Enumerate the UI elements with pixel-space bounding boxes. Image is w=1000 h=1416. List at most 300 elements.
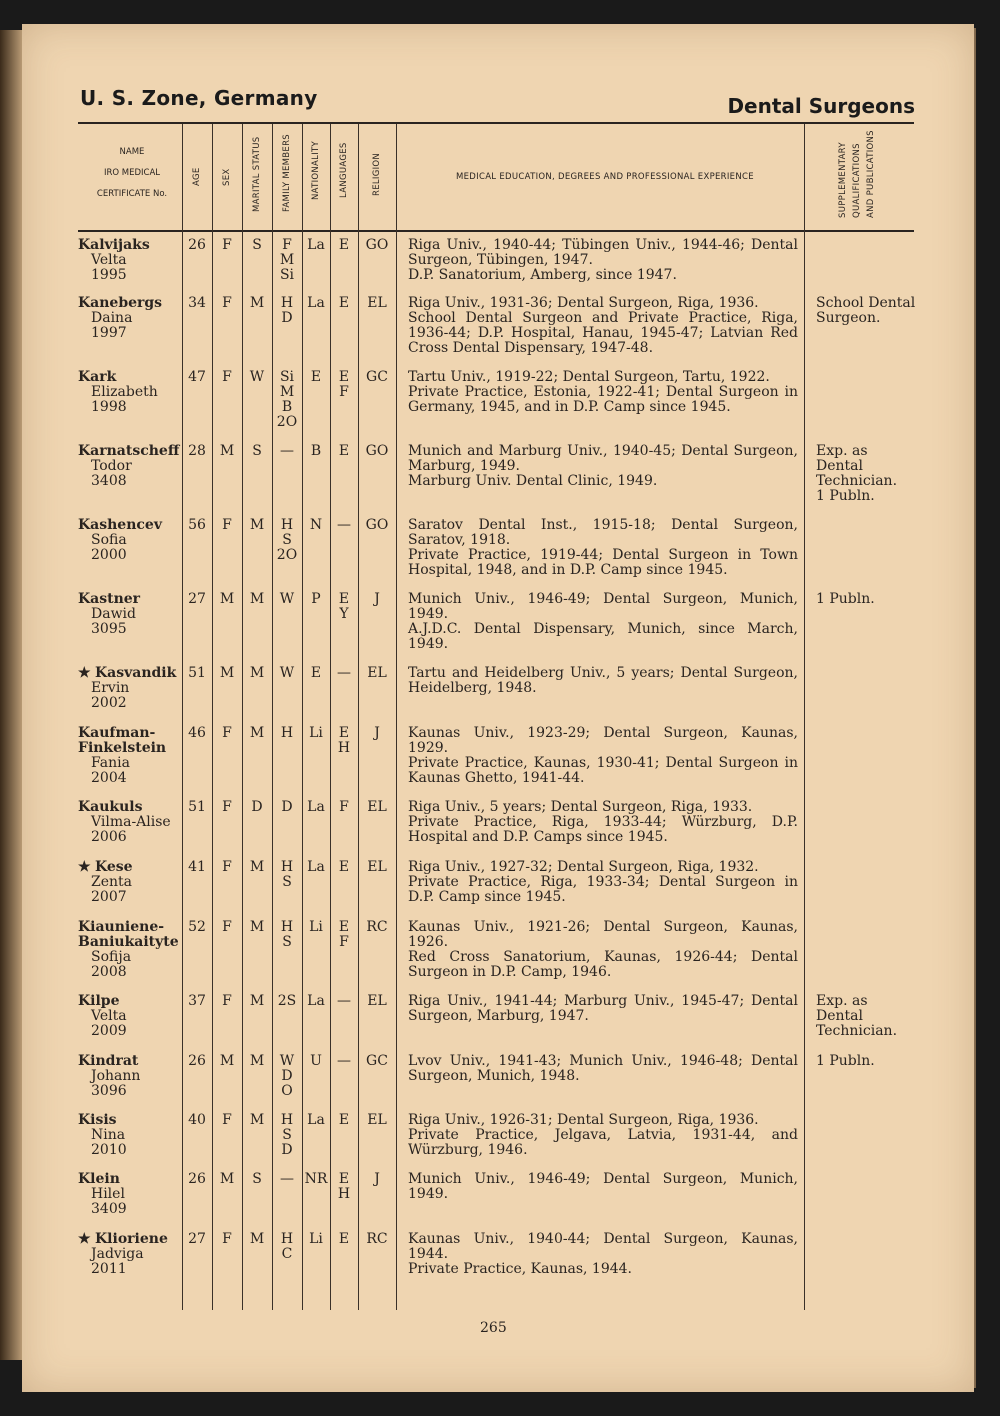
surname: Kisis (78, 1112, 117, 1128)
language: H (337, 1186, 351, 1202)
language: E (338, 237, 350, 253)
languages-cell (330, 1172, 358, 1202)
languages-cell (330, 518, 358, 533)
language: E (338, 725, 350, 741)
column-header-marital: MARITAL STATUS (252, 136, 262, 212)
language: E (338, 1112, 350, 1128)
surname-line (78, 994, 182, 1009)
marital-cell: S (252, 237, 262, 253)
marital-cell: M (249, 295, 265, 311)
certificate-number: 2004 (91, 770, 127, 786)
surname: Kaukuls (78, 799, 143, 815)
age-cell: 26 (188, 1053, 206, 1069)
given-name: Todor (91, 458, 132, 474)
nationality-cell: NR (304, 1171, 328, 1187)
nationality-cell: La (307, 237, 325, 253)
name-cell (78, 1232, 182, 1277)
religion-cell: RC (366, 1231, 388, 1247)
education-paragraph: Riga Univ., 1940-44; Tübingen Univ., 1944-46; Dental Surgeon, Tübingen, 1947. (408, 237, 798, 268)
certificate-number: 1995 (91, 267, 127, 283)
education-paragraph: Red Cross Sanatorium, Kaunas, 1926-44; Dental Surgeon in D.P. Camp, 1946. (408, 949, 798, 980)
family-member: F (282, 237, 292, 253)
language: E (338, 1231, 350, 1247)
family-member: H (280, 295, 294, 311)
surname: Finkelstein (78, 740, 167, 756)
nationality-cell: La (307, 859, 325, 875)
given-name: Sofia (91, 532, 127, 548)
education-cell (408, 370, 798, 415)
age-cell: 37 (188, 993, 206, 1009)
column-header-name (82, 142, 182, 205)
supplementary-line: 1 Publn. (816, 591, 875, 607)
certificate-number: 2010 (91, 1142, 127, 1158)
sex-cell: M (219, 443, 235, 459)
star-icon: ★ (78, 665, 91, 681)
column-header-languages: LANGUAGES (339, 142, 349, 198)
family-member: M (279, 384, 295, 400)
languages-cell (330, 860, 358, 875)
nationality-cell: E (310, 369, 322, 385)
education-paragraph: Munich and Marburg Univ., 1940-45; Dental Surgeon, Marburg, 1949. (408, 443, 798, 474)
languages-cell (330, 800, 358, 815)
age-cell: 51 (188, 665, 206, 681)
family-member: D (281, 310, 293, 326)
surname: Kark (78, 369, 117, 385)
education-paragraph: Private Practice, Estonia, 1922-41; Dental Surgeon in Germany, 1945, and in D.P. Camp since 1945. (408, 384, 798, 415)
languages-cell (330, 1113, 358, 1128)
family-member: D (281, 1142, 293, 1158)
supplementary-line: Exp. as (816, 993, 868, 1009)
surname-line (78, 666, 182, 681)
family-cell (272, 444, 302, 459)
education-paragraph: Kaunas Univ., 1921-26; Dental Surgeon, Kaunas, 1926. (408, 919, 798, 950)
sex-cell: F (222, 799, 232, 815)
certificate-number: 2006 (91, 829, 127, 845)
family-member: W (279, 665, 295, 681)
surname: Klein (78, 1171, 120, 1187)
education-paragraph: Riga Univ., 1941-44; Marburg Univ., 1945-47; Dental Surgeon, Marburg, 1947. (408, 993, 798, 1024)
nationality-cell: U (310, 1053, 322, 1069)
supplementary-line: 1 Publn. (816, 1053, 875, 1069)
languages-cell (330, 726, 358, 756)
education-paragraph: Tartu Univ., 1919-22; Dental Surgeon, Tartu, 1922. (408, 369, 770, 385)
column-header-nationality: NATIONALITY (311, 140, 321, 200)
family-member: W (279, 591, 295, 607)
column-header-supplementary-2: QUALIFICATIONS (852, 143, 862, 218)
marital-cell: S (252, 1171, 262, 1187)
name-cell (78, 920, 182, 980)
languages-cell (330, 444, 358, 459)
education-paragraph: Marburg Univ. Dental Clinic, 1949. (408, 473, 658, 489)
education-cell (408, 296, 798, 356)
language: F (339, 934, 349, 950)
marital-cell: M (249, 725, 265, 741)
language: — (337, 1053, 351, 1069)
age-cell: 26 (188, 237, 206, 253)
column-divider (804, 124, 805, 1310)
education-paragraph: Kaunas Univ., 1940-44; Dental Surgeon, Kaunas, 1944. (408, 1231, 798, 1262)
nationality-cell: La (307, 993, 325, 1009)
name-cell (78, 370, 182, 415)
family-member: 2O (276, 414, 298, 430)
education-cell (408, 994, 798, 1024)
name-cell (78, 518, 182, 563)
language: E (338, 591, 350, 607)
religion-cell: EL (367, 665, 387, 681)
name-cell (78, 296, 182, 341)
family-cell (272, 1172, 302, 1187)
certificate-number: 2000 (91, 547, 127, 563)
education-cell (408, 592, 798, 652)
education-paragraph: Private Practice, Riga, 1933-34; Dental Surgeon in D.P. Camp since 1945. (408, 874, 798, 905)
education-cell (408, 1232, 798, 1277)
family-member: O (281, 1083, 293, 1099)
surname: Kese (95, 859, 133, 875)
name-cell (78, 1054, 182, 1099)
running-header-zone: U. S. Zone, Germany (80, 86, 318, 110)
given-name: Elizabeth (91, 384, 158, 400)
surname: Klioriene (95, 1231, 168, 1247)
nationality-cell: N (309, 517, 323, 533)
supplementary-line: Technician. (816, 1023, 898, 1039)
age-cell: 52 (188, 919, 206, 935)
supplementary-cell (816, 296, 916, 326)
name-cell (78, 800, 182, 845)
age-cell: 28 (188, 443, 206, 459)
education-paragraph: Private Practice, 1919-44; Dental Surgeon in Town Hospital, 1948, and in D.P. Camp since 1945. (408, 547, 798, 578)
page-number: 265 (480, 1320, 507, 1336)
header-rule-top (78, 122, 914, 124)
surname-line (78, 592, 182, 607)
supplementary-line: Exp. as (816, 443, 868, 459)
given-name: Ervin (91, 680, 130, 696)
education-paragraph: Private Practice, Riga, 1933-44; Würzburg, D.P. Hospital and D.P. Camps since 1945. (408, 814, 798, 845)
age-cell: 27 (188, 1231, 206, 1247)
certificate-number: 1997 (91, 325, 127, 341)
family-member: S (282, 874, 292, 890)
column-header-family: FAMILY MEMBERS (282, 133, 292, 212)
name-cell (78, 860, 182, 905)
education-paragraph: Private Practice, Kaunas, 1930-41; Dental Surgeon in Kaunas Ghetto, 1941-44. (408, 755, 798, 786)
sex-cell: M (219, 1053, 235, 1069)
age-cell: 41 (188, 859, 206, 875)
surname: Kindrat (78, 1053, 139, 1069)
supplementary-cell (816, 1054, 916, 1069)
marital-cell: M (249, 1053, 265, 1069)
religion-cell: EL (367, 295, 387, 311)
education-paragraph: Kaunas Univ., 1923-29; Dental Surgeon, Kaunas, 1929. (408, 725, 798, 756)
family-member: Si (279, 369, 295, 385)
education-cell (408, 666, 798, 696)
surname-line (78, 741, 182, 756)
family-member: C (281, 1246, 293, 1262)
star-icon: ★ (78, 859, 91, 875)
languages-cell (330, 1232, 358, 1247)
surname: Kasvandik (95, 665, 177, 681)
supplementary-line: Dental (816, 458, 863, 474)
book-gutter (0, 30, 22, 1360)
sex-cell: M (219, 1171, 235, 1187)
column-header-supplementary-1: SUPPLEMENTARY (838, 142, 848, 218)
religion-cell: GC (366, 369, 388, 385)
given-name: Jadviga (91, 1246, 144, 1262)
nationality-cell: B (310, 443, 322, 459)
language: E (338, 443, 350, 459)
age-cell: 27 (188, 591, 206, 607)
religion-cell: GO (365, 237, 389, 253)
marital-cell: M (249, 665, 265, 681)
sex-cell: M (219, 665, 235, 681)
religion-cell: J (374, 725, 380, 741)
family-cell (272, 370, 302, 430)
education-paragraph: School Dental Surgeon and Private Practice, Riga, 1936-44; D.P. Hospital, Hanau, 1945-47; Latvian Red Cross Dental Dispensary, 1947-48. (408, 310, 798, 356)
education-cell (408, 860, 798, 905)
education-paragraph: D.P. Sanatorium, Amberg, since 1947. (408, 267, 677, 283)
language: E (338, 859, 350, 875)
age-cell: 40 (188, 1112, 206, 1128)
family-cell (272, 726, 302, 741)
religion-cell: GO (365, 517, 389, 533)
given-name: Daina (91, 310, 133, 326)
marital-cell: S (252, 443, 262, 459)
surname-line (78, 800, 182, 815)
education-paragraph: Tartu and Heidelberg Univ., 5 years; Dental Surgeon, Heidelberg, 1948. (408, 665, 798, 696)
nationality-cell: La (307, 799, 325, 815)
education-cell (408, 726, 798, 786)
surname-line (78, 1172, 182, 1187)
languages-cell (330, 370, 358, 400)
education-paragraph: Private Practice, Kaunas, 1944. (408, 1261, 632, 1277)
surname-line (78, 444, 182, 459)
surname-line (78, 1054, 182, 1069)
age-cell: 34 (188, 295, 206, 311)
language: E (338, 295, 350, 311)
nationality-cell: La (307, 295, 325, 311)
language: E (338, 919, 350, 935)
family-member: 2S (277, 993, 297, 1009)
marital-cell: M (249, 1112, 265, 1128)
surname-line (78, 296, 182, 311)
running-header-section: Dental Surgeons (727, 94, 915, 118)
language: Y (339, 606, 349, 622)
language: E (338, 1171, 350, 1187)
family-member: S (282, 532, 292, 548)
given-name: Sofija (91, 949, 132, 965)
column-divider (396, 124, 397, 1310)
religion-cell: GC (366, 1053, 388, 1069)
column-header-age: AGE (192, 167, 202, 186)
family-member: H (280, 919, 294, 935)
sex-cell: F (222, 1112, 232, 1128)
languages-cell (330, 666, 358, 681)
languages-cell (330, 592, 358, 622)
family-cell (272, 1113, 302, 1158)
marital-cell: M (249, 993, 265, 1009)
supplementary-line: 1 Publn. (816, 488, 875, 504)
sex-cell: F (222, 237, 232, 253)
education-cell (408, 1054, 798, 1084)
education-paragraph: Saratov Dental Inst., 1915-18; Dental Surgeon, Saratov, 1918. (408, 517, 798, 548)
sex-cell: F (222, 919, 232, 935)
surname: Kilpe (78, 993, 120, 1009)
education-paragraph: Private Practice, Jelgava, Latvia, 1931-44, and Würzburg, 1946. (408, 1127, 798, 1158)
family-member: W (279, 1053, 295, 1069)
given-name: Zenta (91, 874, 133, 890)
surname-line (78, 726, 182, 741)
education-cell (408, 920, 798, 980)
marital-cell: M (249, 1231, 265, 1247)
supplementary-line: School Dental (816, 295, 916, 311)
religion-cell: RC (366, 919, 388, 935)
education-paragraph: A.J.D.C. Dental Dispensary, Munich, since March, 1949. (408, 621, 798, 652)
surname-line (78, 370, 182, 385)
star-icon: ★ (78, 1231, 91, 1247)
education-paragraph: Riga Univ., 1926-31; Dental Surgeon, Riga, 1936. (408, 1112, 759, 1128)
certificate-number: 2007 (91, 889, 127, 905)
education-cell (408, 1113, 798, 1158)
surname-line (78, 860, 182, 875)
given-name: Hilel (91, 1186, 125, 1202)
family-cell (272, 994, 302, 1009)
name-cell (78, 666, 182, 711)
sex-cell: F (222, 1231, 232, 1247)
supplementary-line: Technician. (816, 473, 898, 489)
family-member: H (280, 725, 294, 741)
education-paragraph: Munich Univ., 1946-49; Dental Surgeon, Munich, 1949. (408, 1171, 798, 1202)
family-member: D (281, 1068, 293, 1084)
family-cell (272, 800, 302, 815)
language: — (337, 665, 351, 681)
family-cell (272, 1232, 302, 1262)
family-cell (272, 1054, 302, 1099)
family-member: S (282, 934, 292, 950)
family-cell (272, 296, 302, 326)
name-cell (78, 1172, 182, 1217)
supplementary-line: Surgeon. (816, 310, 881, 326)
certificate-number: 3409 (91, 1201, 127, 1217)
column-header-education: MEDICAL EDUCATION, DEGREES AND PROFESSIONAL EXPERIENCE (456, 172, 754, 182)
marital-cell: M (249, 591, 265, 607)
family-member: H (280, 1231, 294, 1247)
nationality-cell: Li (309, 1231, 323, 1247)
family-member: D (281, 799, 293, 815)
education-paragraph: Riga Univ., 1927-32; Dental Surgeon, Riga, 1932. (408, 859, 759, 875)
marital-cell: M (249, 517, 265, 533)
surname-line (78, 935, 182, 950)
family-member: — (280, 1171, 294, 1187)
surname-line (78, 1232, 182, 1247)
name-cell (78, 994, 182, 1039)
surname-line (78, 518, 182, 533)
education-cell (408, 1172, 798, 1202)
given-name: Velta (91, 1008, 127, 1024)
certificate-number: 2011 (91, 1261, 127, 1277)
education-paragraph: Riga Univ., 5 years; Dental Surgeon, Riga, 1933. (408, 799, 753, 815)
supplementary-cell (816, 592, 916, 607)
family-member: H (280, 859, 294, 875)
language: — (337, 993, 351, 1009)
family-member: M (279, 252, 295, 268)
religion-cell: EL (367, 993, 387, 1009)
marital-cell: M (249, 919, 265, 935)
sex-cell: M (219, 591, 235, 607)
nationality-cell: P (311, 591, 321, 607)
sex-cell: F (222, 369, 232, 385)
name-cell (78, 592, 182, 637)
family-cell (272, 518, 302, 563)
religion-cell: J (374, 1171, 380, 1187)
family-member: B (281, 399, 293, 415)
education-paragraph: Riga Univ., 1931-36; Dental Surgeon, Riga, 1936. (408, 295, 759, 311)
age-cell: 26 (188, 1171, 206, 1187)
languages-cell (330, 994, 358, 1009)
age-cell: 46 (188, 725, 206, 741)
marital-cell: D (251, 799, 263, 815)
family-cell (272, 666, 302, 681)
surname-line (78, 920, 182, 935)
family-member: H (280, 517, 294, 533)
given-name: Velta (91, 252, 127, 268)
column-header-religion: RELIGION (372, 152, 382, 196)
education-cell (408, 800, 798, 845)
certificate-number: 1998 (91, 399, 127, 415)
education-cell (408, 444, 798, 489)
name-header-line: IRO MEDICAL (103, 168, 161, 178)
surname: Kiauniene- (78, 919, 165, 935)
surname-line (78, 238, 182, 253)
religion-cell: EL (367, 799, 387, 815)
name-header-line: NAME (119, 147, 145, 157)
family-cell (272, 860, 302, 890)
family-member: Si (279, 267, 295, 283)
religion-cell: EL (367, 1112, 387, 1128)
supplementary-cell (816, 444, 916, 504)
certificate-number: 2009 (91, 1023, 127, 1039)
given-name: Dawid (91, 606, 136, 622)
name-cell (78, 1113, 182, 1158)
supplementary-cell (816, 994, 916, 1039)
family-member: S (282, 1127, 292, 1143)
surname: Baniukaityte (78, 934, 179, 950)
given-name: Nina (91, 1127, 126, 1143)
family-cell (272, 238, 302, 283)
given-name: Fania (91, 755, 130, 771)
certificate-number: 3408 (91, 473, 127, 489)
language: H (337, 740, 351, 756)
language: — (337, 517, 351, 533)
given-name: Johann (91, 1068, 141, 1084)
surname: Kalvijaks (78, 237, 150, 253)
age-cell: 56 (188, 517, 206, 533)
language: F (339, 384, 349, 400)
nationality-cell: E (310, 665, 322, 681)
sex-cell: F (222, 295, 232, 311)
marital-cell: W (249, 369, 265, 385)
surname-line (78, 1113, 182, 1128)
family-cell (272, 592, 302, 607)
language: F (339, 799, 349, 815)
certificate-number: 3096 (91, 1083, 127, 1099)
religion-cell: GO (365, 443, 389, 459)
surname: Kashencev (78, 517, 162, 533)
surname: Kastner (78, 591, 141, 607)
nationality-cell: Li (309, 919, 323, 935)
sex-cell: F (222, 725, 232, 741)
certificate-number: 2002 (91, 695, 127, 711)
nationality-cell: La (307, 1112, 325, 1128)
surname: Kaufman- (78, 725, 156, 741)
sex-cell: F (222, 859, 232, 875)
